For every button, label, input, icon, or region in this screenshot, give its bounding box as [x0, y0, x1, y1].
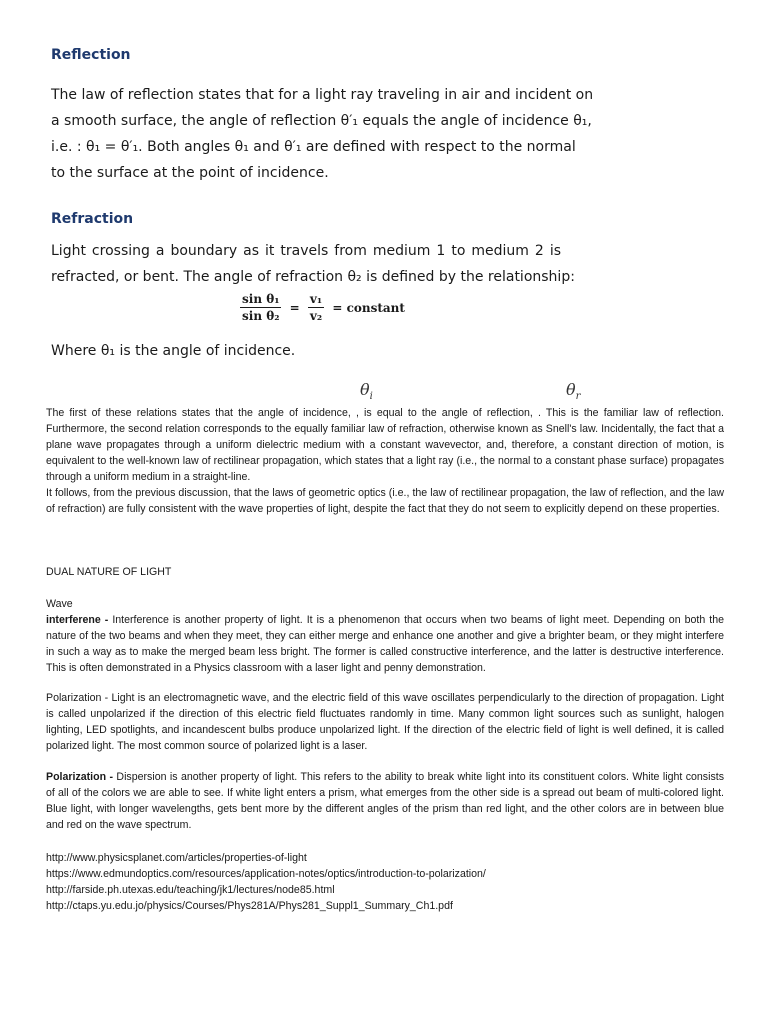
reflection-heading: Reflection: [51, 47, 131, 63]
dispersion-paragraph: [46, 769, 724, 833]
relations-paragraph-1: The first of these relations states that the angle of incidence, , is equal to the angle of reflection, . This is the familiar law of reflection. Furthermore, the second relation corresponds to the equally familiar law of refraction, otherwise known as Snell's law. Incidentally, the fact that a plane wave propagates through a uniform dielectric medium with a constant wavevector, and, therefore, a constant direction of motion, is equivalent to the well-known law of rectilinear propagation, which states that a light ray (i.e., the normal to a constant phase surface) propagates through a uniform medium in a straight-line.: [46, 407, 724, 483]
velocity-2: v₂: [309, 309, 323, 323]
sine-theta2: sin θ₂: [242, 309, 280, 323]
reference-link[interactable]: http://farside.ph.utexas.edu/teaching/jk1/lectures/node85.html: [46, 884, 335, 896]
polarization-paragraph: Polarization - Light is an electromagnetic wave, and the electric field of this wave oscillates perpendicularly to the direction of propagation. Light is called unpolarized if the direction of this electric field fluctuates randomly in time. Many common light sources such as sunlight, halogen lighting, LED spotlights, and incandescent bulbs produce unpolarized light. If the direction of the electric field of light is well defined, it is called polarized light. The most common source of polarized light is a laser.: [46, 692, 724, 752]
interference-text: Interference is another property of light. It is a phenomenon that occurs when two beams of light meet. Depending on both the nature of the two beams and when they meet, they can either merge and enhance one another and give a brighter beam, or they might interfere in such a way as to make the merged beam less bright. The former is called constructive interference, and the latter is destructive interference. This is often demonstrated in a Physics classroom with a laser light and penny demonstration.: [46, 614, 724, 674]
where-line: [51, 338, 561, 364]
relations-section: [46, 405, 724, 517]
reference-link[interactable]: http://www.physicsplanet.com/articles/properties-of-light: [46, 852, 307, 864]
wave-label: Wave: [46, 598, 73, 610]
interference-paragraph: [46, 612, 724, 676]
reflection-line-3: i.e. : θ₁ = θ′₁. Both angles θ₁ and θ′₁ are defined with respect to the normal: [51, 139, 576, 155]
relations-paragraph-2: It follows, from the previous discussion, that the laws of geometric optics (i.e., the law of rectilinear propagation, the law of reflection, and the law of refraction) are fully consistent with the wave properties of light, despite the fact that they do not seem to explicitly depend on these properties.: [46, 487, 724, 515]
refraction-paragraph: [51, 238, 575, 290]
refraction-heading: Refraction: [51, 211, 134, 227]
reference-link[interactable]: http://ctaps.yu.edu.jo/physics/Courses/Phys281A/Phys281_Suppl1_Summary_Ch1.pdf: [46, 900, 453, 912]
snells-law-formula: [240, 292, 409, 323]
reflection-line-1: The law of reflection states that for a light ray traveling in air and incident on: [51, 87, 594, 103]
reflection-line-2: a smooth surface, the angle of reflection θ′₁ equals the angle of incidence θ₁,: [51, 113, 592, 129]
theta-i-symbol: $\theta_i$: [360, 380, 373, 403]
refraction-line-1: Light crossing a boundary as it travels from medium 1 to medium 2 is: [51, 243, 561, 259]
dual-nature-heading: DUAL NATURE OF LIGHT: [46, 566, 172, 578]
sine-theta1: sin θ₁: [242, 292, 280, 306]
reference-link[interactable]: https://www.edmundoptics.com/resources/application-notes/optics/introduction-to-polarization/: [46, 868, 486, 880]
sine-ratio: [240, 292, 281, 323]
references-list: [46, 850, 486, 914]
interference-label: interferene -: [46, 614, 109, 626]
reflection-line-4: to the surface at the point of incidence.: [51, 165, 329, 181]
where-text: Where θ₁ is the angle of incidence.: [51, 343, 296, 359]
constant-term: = constant: [332, 300, 405, 315]
velocity-1: v₁: [309, 292, 323, 306]
dispersion-label: Polarization -: [46, 771, 113, 783]
theta-r-symbol: $\theta_r$: [566, 380, 581, 403]
dispersion-text: Dispersion is another property of light. This refers to the ability to break white light into its constituent colors. White light consists of all of the colors we are able to see. If white light enters a prism, what emerges from the other side is a spread out beam of multi-colored light. Blue light, with longer wavelengths, gets bent more by the different angles of the prism than red light, and the other colors are in between blue and red on the wave spectrum.: [46, 771, 724, 831]
reflection-paragraph: [51, 82, 594, 186]
velocity-ratio: [308, 292, 324, 323]
equals-sign: =: [289, 300, 300, 315]
refraction-line-2: refracted, or bent. The angle of refraction θ₂ is defined by the relationship:: [51, 269, 575, 285]
